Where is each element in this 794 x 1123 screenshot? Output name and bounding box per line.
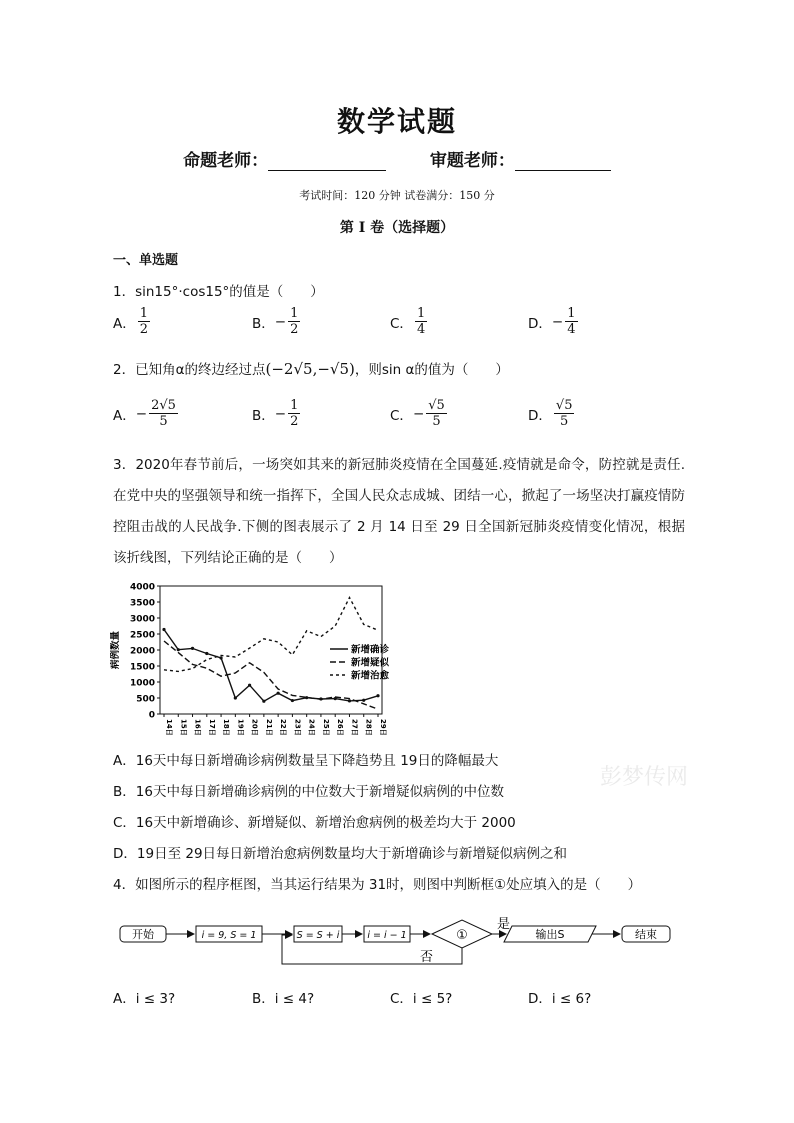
legend-label-2: 新增疑似 bbox=[351, 657, 390, 669]
series-point bbox=[234, 696, 237, 699]
series-point bbox=[291, 699, 294, 702]
question-4-stem: 4．如图所示的程序框图，当其运行结果为 31时，则图中判断框①处应填入的是（ ） bbox=[113, 877, 642, 893]
legend-label-1: 新增确诊 bbox=[351, 644, 390, 656]
q4-option-d: D．i ≤ 6? bbox=[528, 991, 592, 1007]
x-tick-label: 28日 bbox=[364, 719, 373, 736]
section-title: 一、单选题 bbox=[113, 253, 179, 268]
y-tick-label: 3500 bbox=[129, 598, 155, 609]
page-title: 数学试题 bbox=[336, 105, 457, 138]
series-point bbox=[177, 648, 180, 651]
reviewer-label: 审题老师： bbox=[429, 151, 515, 171]
x-tick-label: 27日 bbox=[350, 719, 359, 736]
flow-yes-label: 是 bbox=[497, 917, 511, 932]
teacher-line bbox=[0, 146, 794, 171]
series-point bbox=[162, 628, 165, 631]
y-tick-label: 2500 bbox=[129, 630, 155, 641]
x-tick-label: 20日 bbox=[250, 719, 259, 736]
series-point bbox=[362, 699, 365, 702]
x-tick-label: 21日 bbox=[264, 719, 273, 736]
x-tick-label: 25日 bbox=[321, 719, 330, 736]
question-setter-blank bbox=[268, 152, 386, 171]
chart-plot-frame bbox=[160, 586, 382, 714]
series-point bbox=[262, 700, 265, 703]
question-1-stem: 1．sin15°·cos15°的值是（ ） bbox=[113, 284, 324, 300]
flow-end-text: 结束 bbox=[635, 928, 657, 941]
q3-choice-a: A．16天中每日新增确诊病例数量呈下降趋势且 19日的降幅最大 bbox=[113, 753, 499, 769]
series-point bbox=[248, 684, 251, 687]
series-point bbox=[376, 694, 379, 697]
q4-option-b: B．i ≤ 4? bbox=[252, 991, 315, 1007]
flow-accumulate-text: S = S + i bbox=[296, 930, 340, 941]
series-point bbox=[191, 647, 194, 650]
y-tick-label: 1500 bbox=[129, 662, 155, 673]
x-tick-label: 18日 bbox=[222, 719, 231, 736]
x-tick-label: 17日 bbox=[207, 719, 216, 736]
q2-option-a: A． − $\frac{2√5}{5}$ bbox=[113, 398, 176, 429]
series-point bbox=[348, 699, 351, 702]
flow-decrement-text: i = i − 1 bbox=[367, 930, 407, 941]
question-setter-label: 命题老师： bbox=[183, 151, 269, 171]
series-point bbox=[277, 692, 280, 695]
legend-label-3: 新增治愈 bbox=[351, 670, 390, 682]
q2-option-d: D． $\frac{√5}{5}$ bbox=[528, 398, 573, 429]
x-tick-label: 19日 bbox=[236, 719, 245, 736]
flow-start-text: 开始 bbox=[132, 928, 154, 941]
q1-option-d: D． − $\frac{1}{4}$ bbox=[528, 306, 576, 337]
y-tick-label: 2000 bbox=[129, 646, 155, 657]
q1-option-b: B． − $\frac{1}{2}$ bbox=[252, 306, 299, 337]
watermark: 彭梦传网 bbox=[600, 765, 689, 790]
x-tick-label: 22日 bbox=[279, 719, 288, 736]
part-title: 第 I 卷（选择题） bbox=[339, 220, 455, 236]
q3-choice-b: B．16天中每日新增确诊病例的中位数大于新增疑似病例的中位数 bbox=[113, 784, 504, 800]
q4-option-c: C．i ≤ 5? bbox=[390, 991, 453, 1007]
exam-info: 考试时间：120 分钟 试卷满分：150 分 bbox=[299, 189, 495, 202]
q2-option-b: B． − $\frac{1}{2}$ bbox=[252, 398, 299, 429]
series-line-3 bbox=[164, 598, 378, 672]
x-tick-label: 16日 bbox=[193, 719, 202, 736]
x-tick-label: 15日 bbox=[179, 719, 188, 736]
flow-output-text: 输出S bbox=[535, 928, 565, 941]
series-point bbox=[219, 656, 222, 659]
q1-option-c: C． $\frac{1}{4}$ bbox=[390, 306, 426, 337]
x-tick-label: 26日 bbox=[336, 719, 345, 736]
epidemic-line-chart bbox=[110, 578, 400, 740]
y-axis-label: 病例数量 bbox=[110, 630, 121, 670]
q3-choice-d: D．19日至 29日每日新增治愈病例数量均大于新增确诊与新增疑似病例之和 bbox=[113, 846, 568, 862]
flow-decision-text: ① bbox=[456, 928, 468, 943]
y-tick-label: 1000 bbox=[129, 678, 155, 689]
flow-no-label: 否 bbox=[420, 950, 434, 965]
flow-init-text: i = 9, S = 1 bbox=[201, 930, 257, 941]
x-tick-label: 23日 bbox=[293, 719, 302, 736]
y-tick-label: 0 bbox=[148, 710, 155, 721]
series-point bbox=[205, 652, 208, 655]
question-3-stem: 3．2020年春节前后，一场突如其来的新冠肺炎疫情在全国蔓延.疫情就是命令，防控就是责任.在党中央的坚强领导和统一指挥下，全国人民众志成城、团结一心，掀起了一场坚决打赢疫情防控阻击战的人民战争.下侧的图表展示了 2 月 14 日至 29 日全国新冠肺炎疫情变化情况，根据该折线图，下列结论正确的是（ ） bbox=[113, 457, 685, 566]
x-tick-label: 29日 bbox=[379, 719, 387, 736]
series-point bbox=[305, 696, 308, 699]
y-tick-label: 3000 bbox=[129, 614, 155, 625]
y-tick-label: 4000 bbox=[129, 582, 155, 593]
q3-choice-c: C．16天中新增确诊、新增疑似、新增治愈病例的极差均大于 2000 bbox=[113, 815, 516, 831]
question-2-stem: 2．已知角α的终边经过点(−2√5,−√5)，则sin α的值为（ ） bbox=[113, 360, 509, 378]
q1-option-a: A． $\frac{1}{2}$ bbox=[113, 306, 149, 337]
q4-option-a: A．i ≤ 3? bbox=[113, 991, 176, 1007]
y-tick-label: 500 bbox=[136, 694, 155, 705]
program-flowchart bbox=[110, 912, 690, 972]
q2-option-c: C． − $\frac{√5}{5}$ bbox=[390, 398, 445, 429]
x-tick-label: 14日 bbox=[165, 719, 173, 736]
series-line-2 bbox=[164, 641, 378, 709]
x-tick-label: 24日 bbox=[307, 719, 316, 736]
reviewer-blank bbox=[515, 152, 611, 171]
